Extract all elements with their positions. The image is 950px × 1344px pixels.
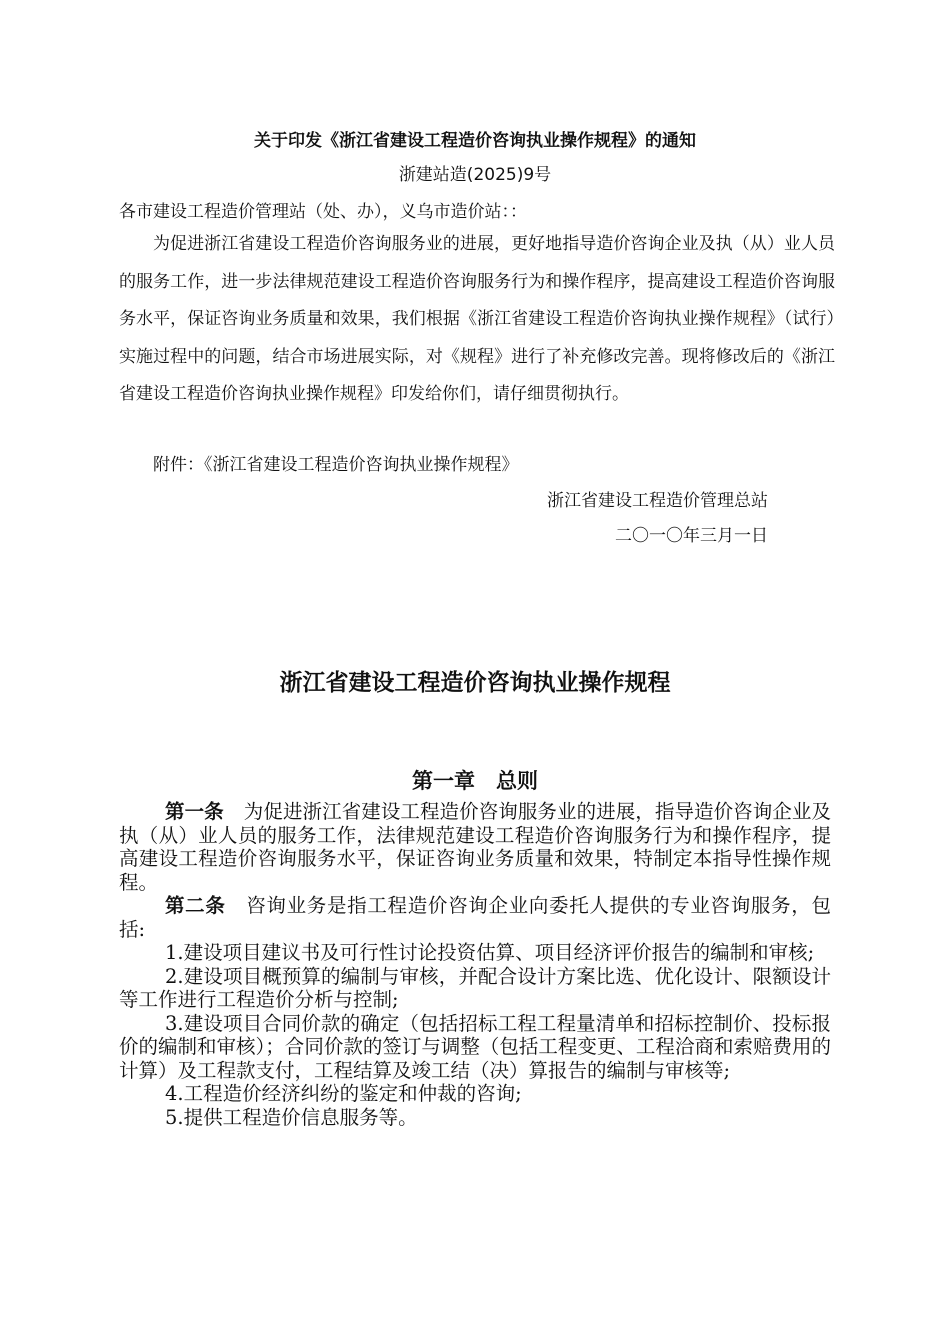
article-1-text: 为促进浙江省建设工程造价咨询服务业的进展，指导造价咨询企业及执（从）业人员的服务工作，法律规范建设工程造价咨询服务行为和操作程序，提高建设工程造价咨询服务水平，保证咨询业务质量和效果，特制定本指导性操作规程。 <box>119 800 831 894</box>
issuer: 浙江省建设工程造价管理总站 <box>547 491 768 511</box>
list-item: 3.建设项目合同价款的确定（包括招标工程工程量清单和招标控制价、投标报价的编制和审核）；合同价款的签订与调整（包括工程变更、工程洽商和索赔费用的计算）及工程款支付，工程结算及竣工结（决）算报告的编制与审核等; <box>119 1011 831 1082</box>
list-item: 4.工程造价经济纠纷的鉴定和仲裁的咨询; <box>165 1082 522 1105</box>
attachment-line: 附件：《浙江省建设工程造价咨询执业操作规程》 <box>153 455 519 475</box>
article-2 <box>119 894 831 941</box>
list-item: 2.建设项目概预算的编制与审核，并配合设计方案比选、优化设计、限额设计等工作进行工程造价分析与控制; <box>119 964 831 1011</box>
article-1-label: 第一条 <box>165 800 224 823</box>
list-item: 5.提供工程造价信息服务等。 <box>165 1105 418 1129</box>
document-title: 浙江省建设工程造价咨询执业操作规程 <box>279 670 671 696</box>
document-number: 浙建站造(2025)9号 <box>398 165 552 185</box>
article-2-text: 咨询业务是指工程造价咨询企业向委托人提供的专业咨询服务，包括: <box>119 894 831 941</box>
issue-date: 二〇一〇年三月一日 <box>615 526 768 546</box>
list-item: 1.建设项目建议书及可行性讨论投资估算、项目经济评价报告的编制和审核; <box>165 941 815 964</box>
notice-body: 为促进浙江省建设工程造价咨询服务业的进展，更好地指导造价咨询企业及执（从）业人员的服务工作，进一步法律规范建设工程造价咨询服务行为和操作程序，提高建设工程造价咨询服务水平，保证咨询业务质量和效果，我们根据《浙江省建设工程造价咨询执业操作规程》（试行）实施过程中的问题，结合市场进展实际，对《规程》进行了补充修改完善。现将修改后的《浙江省建设工程造价咨询执业操作规程》印发给你们，请仔细贯彻执行。 <box>119 234 835 404</box>
articles-section <box>119 800 831 1129</box>
article-2-label: 第二条 <box>165 894 226 917</box>
addressee: 各市建设工程造价管理站（处、办），义乌市造价站：： <box>119 202 527 222</box>
chapter-title: 第一章 总则 <box>412 769 538 793</box>
notice-title: 关于印发《浙江省建设工程造价咨询执业操作规程》的通知 <box>254 131 696 151</box>
article-1 <box>119 800 831 894</box>
